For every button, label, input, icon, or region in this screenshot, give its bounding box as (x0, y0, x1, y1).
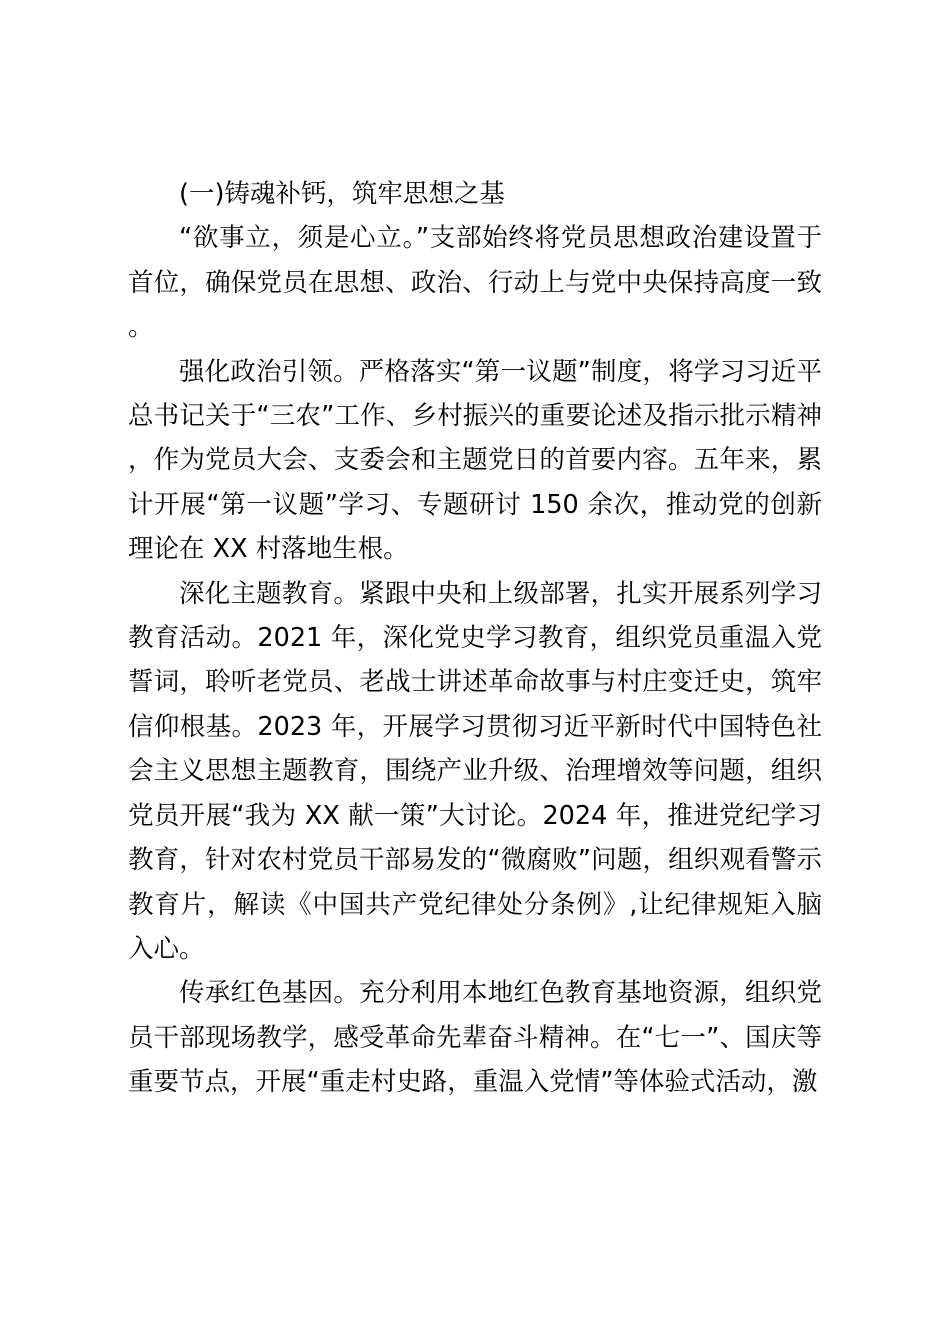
section-heading: (一)铸魂补钙，筑牢思想之基 (179, 179, 505, 209)
paragraph-intro: “欲事立，须是心立。”支部始终将党员思想政治建设置于首位，确保党员在思想、政治、行动上与党中央保持高度一致。 (128, 223, 822, 343)
paragraph-red-gene: 传承红色基因。充分利用本地红色教育基地资源，组织党员干部现场教学，感受革命先辈奋斗精神。在“七一”、国庆等重要节点，开展“重走村史路，重温入党情”等体验式活动，激 (128, 978, 822, 1098)
paragraph-political-guidance: 强化政治引领。严格落实“第一议题”制度，将学习习近平总书记关于“三农”工作、乡村振兴的重要论述及指示批示精神，作为党员大会、支委会和主题党日的首要内容。五年来，累计开展“第一议题”学习、专题研讨 150 余次，推动党的创新理论在 XX 村落地生根。 (128, 356, 822, 565)
paragraph-theme-education: 深化主题教育。紧跟中央和上级部署，扎实开展系列学习教育活动。2021 年，深化党史学习教育，组织党员重温入党誓词，聆听老党员、老战士讲述革命故事与村庄变迁史，筑牢信仰根基。2023 年，开展学习贯彻习近平新时代中国特色社会主义思想主题教育，围绕产业升级、治理增效等问题，组织党员开展“我为 XX 献一策”大讨论。2024 年，推进党纪学习教育，针对农村党员干部易发的“微腐败”问题，组织观看警示教育片，解读《中国共产党纪律处分条例》,让纪律规矩入脑入心。 (128, 578, 822, 964)
document-body (128, 172, 822, 1105)
